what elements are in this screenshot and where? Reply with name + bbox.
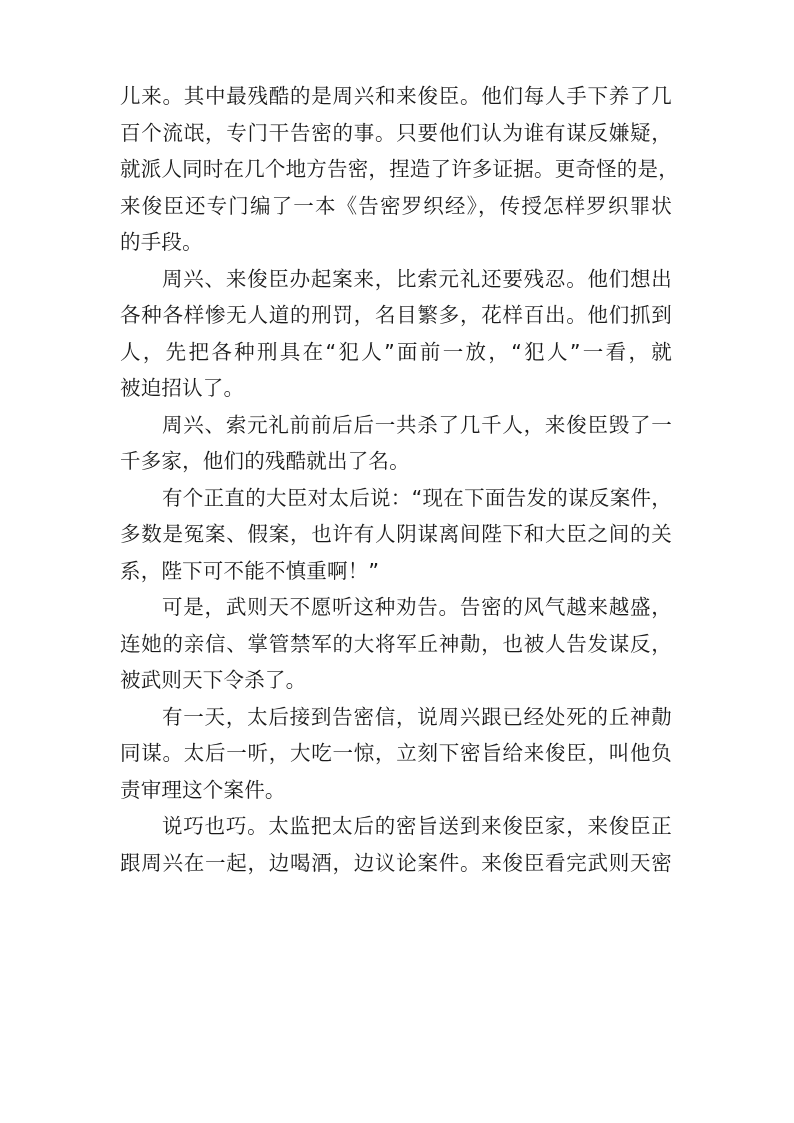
document-body [120,78,679,881]
paragraph [120,589,672,699]
text-line: 连她的亲信、掌管禁军的大将军丘神勣，也被人告发谋反， [120,631,672,656]
text-line: 被武则天下令杀了。 [120,668,307,692]
paragraph [120,78,679,261]
text-line: 多数是冤案、假案，也许有人阴谋离间陛下和大臣之间的关 [120,522,672,546]
text-line: 可是，武则天不愿听这种劝告。告密的风气越来越盛， [162,595,672,619]
paragraph [120,808,672,881]
text-line: 各种各样惨无人道的刑罚，名目繁多，花样百出。他们抓到 [120,303,672,327]
text-line: 说巧也巧。太监把太后的密旨送到来俊臣家，来俊臣正 [162,814,672,838]
text-line: 跟周兴在一起，边喝酒，边议论案件。来俊臣看完武则天密 [120,850,672,875]
text-line: 人，先把各种刑具在“犯人”面前一放，“犯人”一看，就 [120,339,672,364]
text-line: 同谋。太后一听，大吃一惊，立刻下密旨给来俊臣，叫他负 [120,741,672,765]
text-line: 来俊臣还专门编了一本《告密罗织经》，传授怎样罗织罪状 [120,193,672,218]
paragraph [120,699,672,809]
paragraph [120,261,672,407]
text-line: 系，陛下可不能不慎重啊！” [120,558,380,583]
text-line: 儿来。其中最残酷的是周兴和来俊臣。他们每人手下养了几 [120,84,672,108]
text-line: 有一天，太后接到告密信，说周兴跟已经处死的丘神勣 [162,704,672,729]
text-line: 千多家，他们的残酷就出了名。 [120,449,410,473]
paragraph [120,407,672,480]
text-line: 就派人同时在几个地方告密，捏造了许多证据。更奇怪的是， [120,157,679,181]
text-line: 责审理这个案件。 [120,777,286,802]
text-line: 周兴、索元礼前前后后一共杀了几千人，来俊臣毁了一 [162,412,672,437]
text-line: 被迫招认了。 [120,376,245,400]
text-line: 的手段。 [120,230,203,254]
text-line: 周兴、来俊臣办起案来，比索元礼还要残忍。他们想出 [162,266,672,291]
text-line: 有个正直的大臣对太后说：“现在下面告发的谋反案件， [162,485,672,510]
text-line: 百个流氓，专门干告密的事。只要他们认为谁有谋反嫌疑， [120,120,672,145]
paragraph [120,480,672,590]
